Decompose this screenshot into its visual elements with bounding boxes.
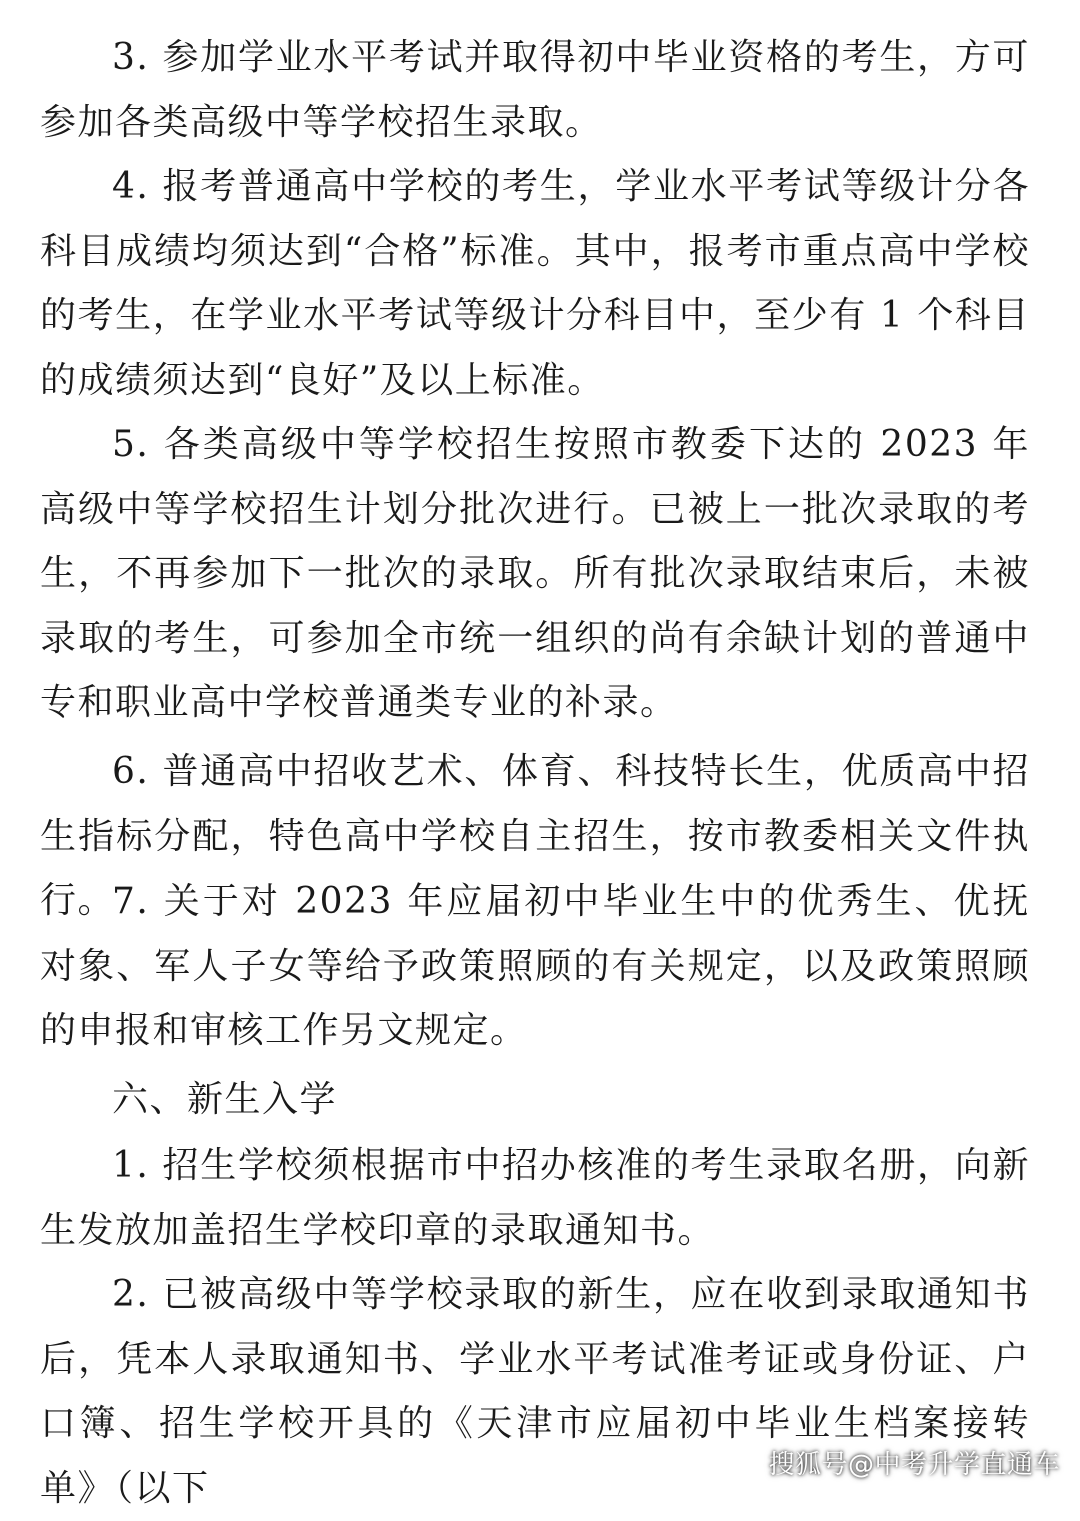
paragraph-item-3: 3. 参加学业水平考试并取得初中毕业资格的考生，方可参加各类高级中等学校招生录取。 [40,37,1030,143]
paragraph-item-5: 5. 各类高级中等学校招生按照市教委下达的 2023 年高级中等学校招生计划分批次进行。已被上一批次录取的考生，不再参加下一批次的录取。所有批次录取结束后，未被录取的考生，可参加全市统一组织的尚有余缺计划的普通中专和职业高中学校普通类专业的补录。 [40,424,1030,723]
paragraph-item-6: 6. 普通高中招收艺术、体育、科技特长生，优质高中招生指标分配，特色高中学校自主招生，按市教委相关文件执行。 [40,751,1030,921]
section-heading: 六、新生入学 [112,1079,338,1120]
paragraph-item-4: 4. 报考普通高中学校的考生，学业水平考试等级计分各科目成绩均须达到“合格”标准。其中，报考市重点高中学校的考生，在学业水平考试等级计分科目中，至少有 1 个科目的成绩须达到“良好”及以上标准。 [40,166,1030,401]
paragraph-enroll-1: 1. 招生学校须根据市中招办核准的考生录取名册，向新生发放加盖招生学校印章的录取通知书。 [40,1145,1030,1251]
paragraph-item-7: 7. 关于对 2023 年应届初中毕业生中的优秀生、优抚对象、军人子女等给予政策照顾的有关规定，以及政策照顾的申报和审核工作另文规定。 [40,881,1030,1051]
paragraph-enroll-2: 2. 已被高级中等学校录取的新生，应在收到录取通知书后，凭本人录取通知书、学业水平考试准考证或身份证、户口簿、招生学校开具的《天津市应届初中毕业生档案接转单》（以下 [40,1274,1030,1509]
watermark: 搜狐号@中考升学直通车 [768,1450,1060,1480]
